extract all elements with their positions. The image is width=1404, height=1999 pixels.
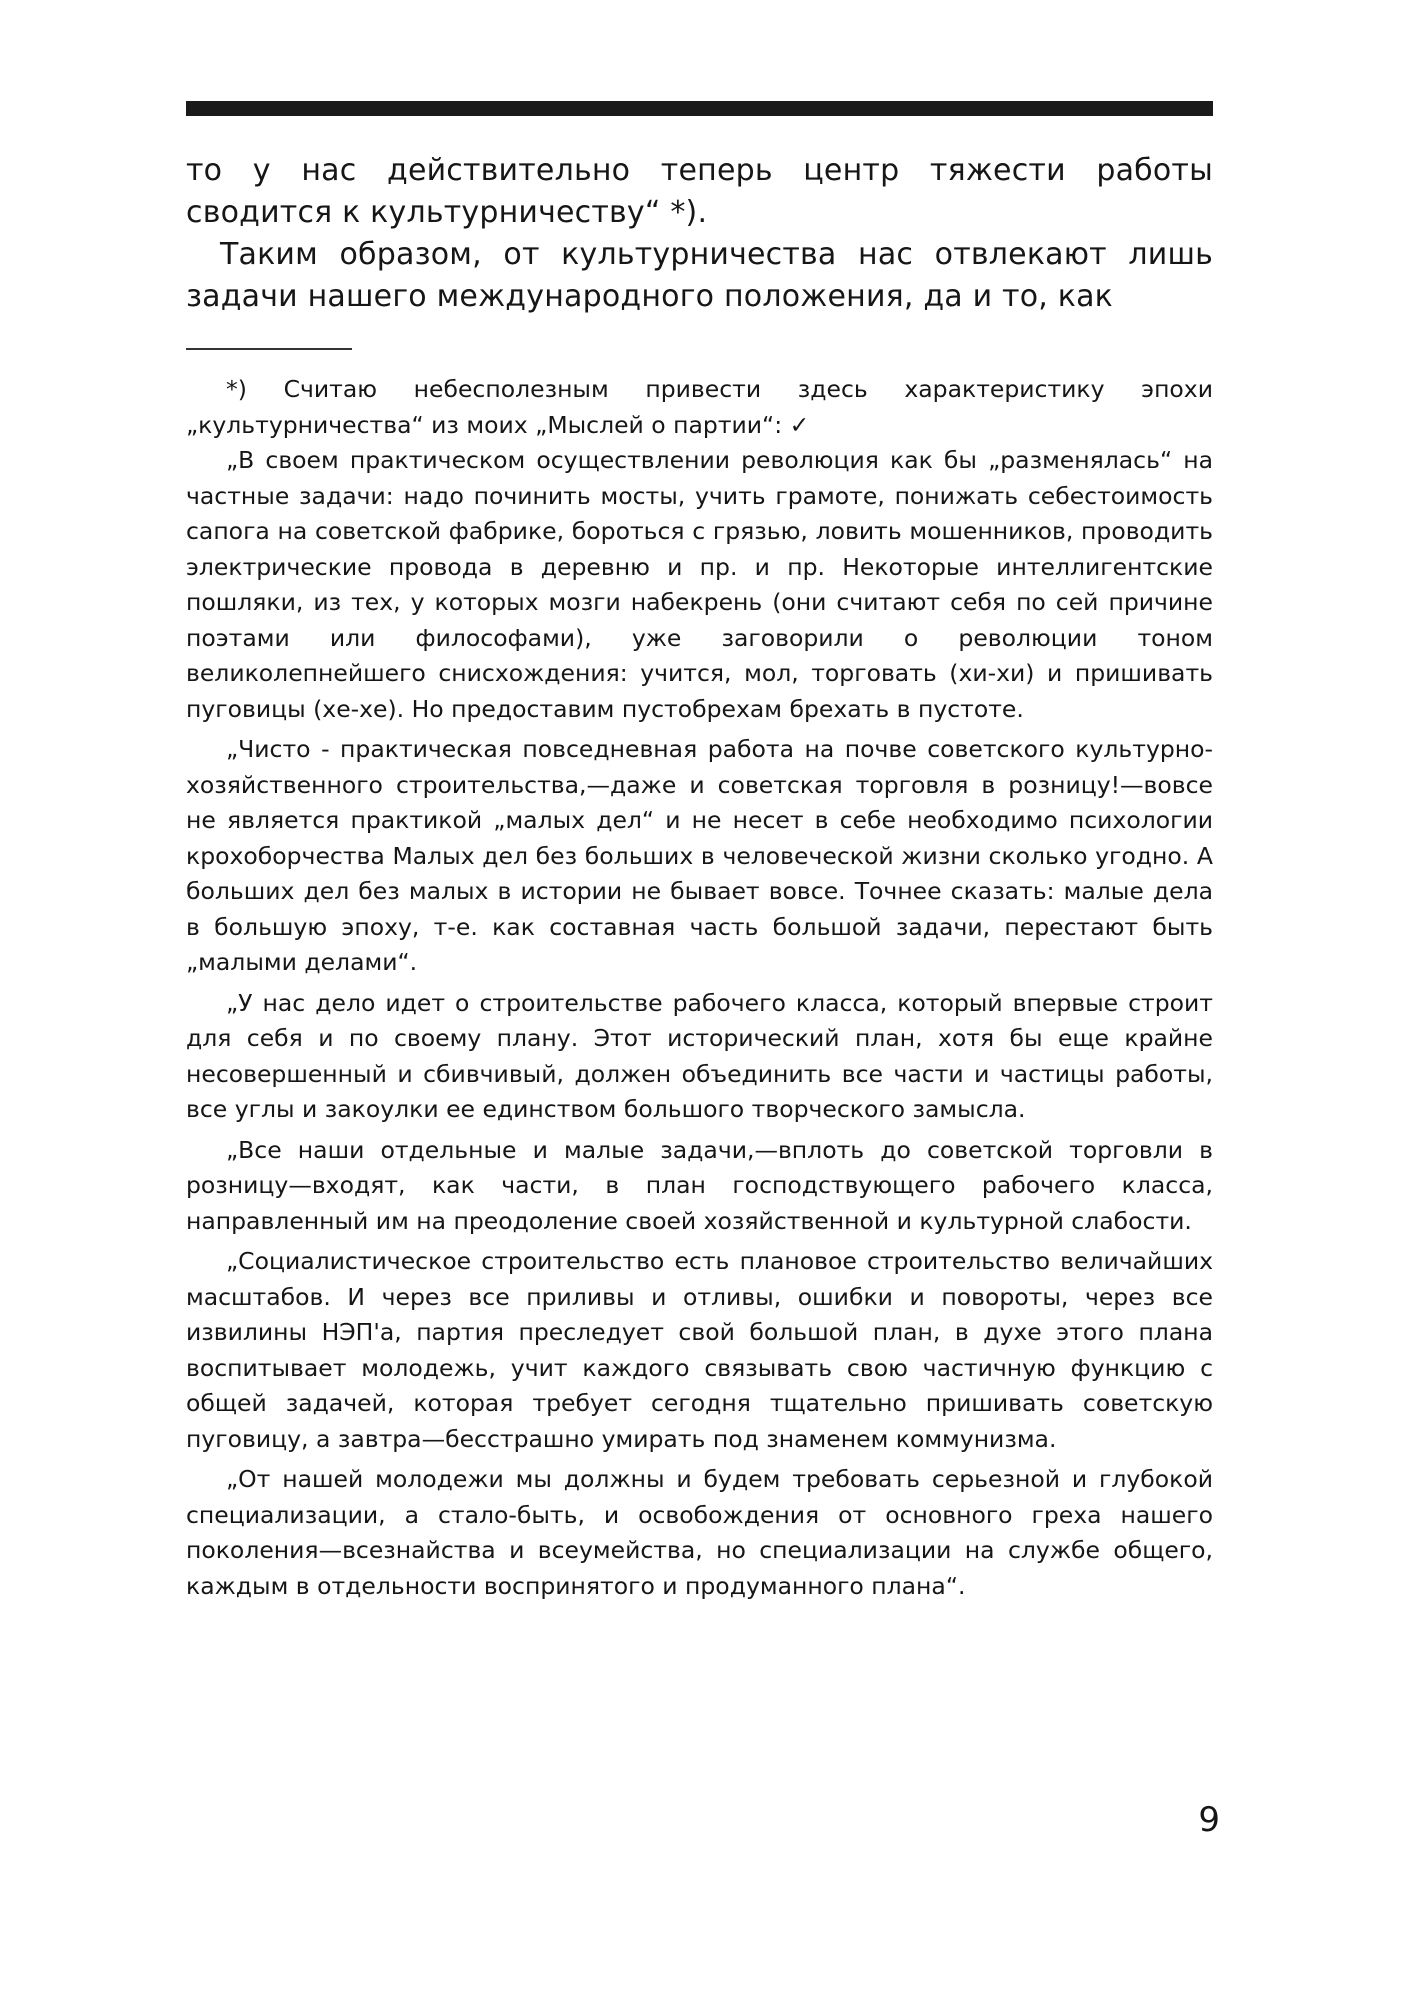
main-text (186, 150, 1213, 318)
footnote-intro: *) Считаю небесполезным привести здесь характеристику эпохи „культурничества“ из моих „Мыслей о партии“: ✓ (186, 375, 1213, 439)
footnote-paragraph-6: „От нашей молодежи мы должны и будем требовать серьезной и глубокой специализации, а стало-быть, и освобождения от основного греха нашего поколения—всезнайства и всеумейства, но специализации на службе общего, каждым в отдельности воспринятого и продуманного плана“. (186, 1465, 1213, 1600)
footnote (186, 372, 1213, 1604)
footnote-paragraph-1: „В своем практическом осуществлении революция как бы „разменялась“ на частные задачи: надо починить мосты, учить грамоте, понижать себестоимость сапога на советской фабрике, бороться с грязью, ловить мошенников, проводить электрические провода в деревню и пр. и пр. Некоторые интеллигентские пошляки, из тех, у которых мозги набекрень (они считают себя по сей причине поэтами или философами), уже заговорили о революции тоном великолепнейшего снисхождения: учится, мол, торговать (хи-хи) и пришивать пуговицы (хе-хе). Но предоставим пустобрехам брехать в пустоте. (186, 446, 1213, 723)
footnote-paragraph-2: „Чисто - практическая повседневная работа на почве советского культурно-хозяйственного строительства,—даже и советская торговля в розницу!—вовсе не является практикой „малых дел“ и не несет в себе необходимо психологии крохоборчества Малых дел без больших в человеческой жизни сколько угодно. А больших дел без малых в истории не бывает вовсе. Точнее сказать: малые дела в большую эпоху, т-е. как составная часть большой задачи, перестают быть „малыми делами“. (186, 735, 1213, 976)
footnote-paragraph-5: „Социалистическое строительство есть плановое строительство величайших масштабов. И через все приливы и отливы, ошибки и повороты, через все извилины НЭП'а, партия преследует свой большой план, в духе этого плана воспитывает молодежь, учит каждого связывать свою частичную функцию с общей задачей, которая требует сегодня тщательно пришивать советскую пуговицу, а завтра—бесстрашно умирать под знаменем коммунизма. (186, 1247, 1213, 1453)
main-paragraph-1: то у нас действительно теперь центр тяжести работы сводится к культурничеству“ *). (186, 153, 1213, 230)
footnote-paragraph-4: „Все наши отдельные и малые задачи,—вплоть до советской торговли в розницу—входят, как части, в план господствующего рабочего класса, направленный им на преодоление своей хозяйственной и культурной слабости. (186, 1135, 1213, 1235)
header-rule (186, 101, 1213, 116)
main-paragraph-2: Таким образом, от культурничества нас отвлекают лишь задачи нашего международного положения, да и то, как (186, 237, 1213, 314)
page-number: 9 (1198, 1800, 1220, 1840)
footnote-separator (186, 348, 352, 350)
footnote-paragraph-3: „У нас дело идет о строительстве рабочего класса, который впервые строит для себя и по своему плану. Этот исторический план, хотя бы еще крайне несовершенный и сбивчивый, должен объединить все части и частицы работы, все углы и закоулки ее единством большого творческого замысла. (186, 988, 1213, 1123)
